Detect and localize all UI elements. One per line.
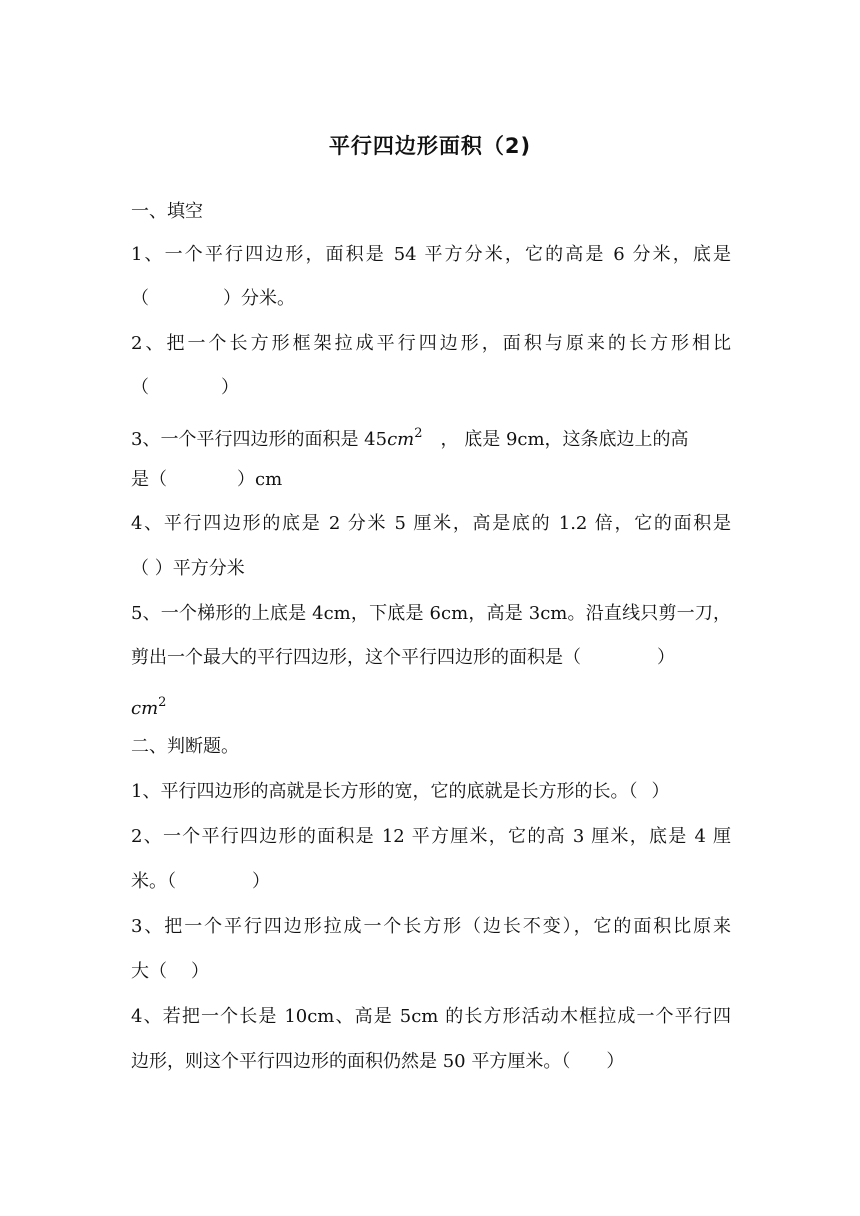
answer-blank-close: ）	[606, 1051, 625, 1072]
answer-blank-close: ）	[651, 781, 670, 802]
fill-q4-line1: 4、平行四边形的底是 2 分米 5 厘米，高是底的 1.2 倍，它的面积是	[131, 513, 731, 534]
judge-q3-text: 大（	[131, 961, 167, 982]
fill-q3-line1	[131, 422, 689, 452]
judge-q1-text: 1、平行四边形的高就是长方形的宽，它的底就是长方形的长。（	[131, 781, 638, 802]
answer-blank-close: ）分米。	[223, 288, 295, 309]
page-title: 平行四边形面积（2)	[328, 134, 532, 158]
area-unit: $cm^2$	[387, 426, 423, 450]
fill-q5-text-a: 剪出一个最大的平行四边形，这个平行四边形的面积是（	[131, 647, 581, 668]
answer-blank-close: ）	[221, 377, 239, 398]
answer-blank-close: ）	[657, 647, 675, 668]
fill-q3-text-b: ， 底是 9cm，这条底边上的高	[440, 429, 689, 450]
fill-q1-line1: 1、一个平行四边形，面积是 54 平方分米，它的高是 6 分米，底是	[131, 244, 731, 265]
judge-q2-line2	[131, 870, 270, 894]
answer-blank-close: ）	[252, 871, 270, 892]
fill-q4-line2: （ ）平方分米	[131, 558, 245, 579]
fill-q1-line2	[131, 287, 295, 311]
judge-q4-line2	[131, 1050, 624, 1074]
answer-blank-open: 是（	[131, 469, 167, 490]
fill-q5-line2	[131, 646, 675, 670]
judge-q4-text: 边形，则这个平行四边形的面积仍然是 50 平方厘米。（	[131, 1051, 571, 1072]
judge-q2-line1: 2、一个平行四边形的面积是 12 平方厘米，它的高 3 厘米，底是 4 厘	[131, 826, 731, 847]
fill-q2-line1: 2、把一个长方形框架拉成平行四边形，面积与原来的长方形相比	[131, 333, 731, 354]
fill-q3-text-a: 3、一个平行四边形的面积是 45	[131, 429, 388, 450]
section-heading-true-false: 二、判断题。	[131, 736, 239, 757]
section-heading-fill-blank: 一、填空	[131, 201, 203, 222]
judge-q4-line1: 4、若把一个长是 10cm、高是 5cm 的长方形活动木框拉成一个平行四	[131, 1006, 731, 1027]
judge-q3-line1: 3、把一个平行四边形拉成一个长方形（边长不变），它的面积比原来	[131, 916, 731, 937]
area-unit: $cm^2$	[131, 695, 167, 719]
fill-q2-line2	[131, 376, 239, 400]
fill-q3-line2	[131, 468, 282, 492]
answer-blank-open: （	[131, 288, 149, 309]
judge-q1-line1	[131, 780, 669, 804]
answer-blank-close: ）	[191, 961, 209, 982]
fill-q5-line1: 5、一个梯形的上底是 4cm，下底是 6cm，高是 3cm。沿直线只剪一刀，	[131, 603, 731, 624]
judge-q2-text: 米。（	[131, 871, 176, 892]
judge-q3-line2	[131, 960, 209, 984]
answer-blank-open: （	[131, 377, 149, 398]
answer-blank-close: ）cm	[237, 469, 283, 490]
